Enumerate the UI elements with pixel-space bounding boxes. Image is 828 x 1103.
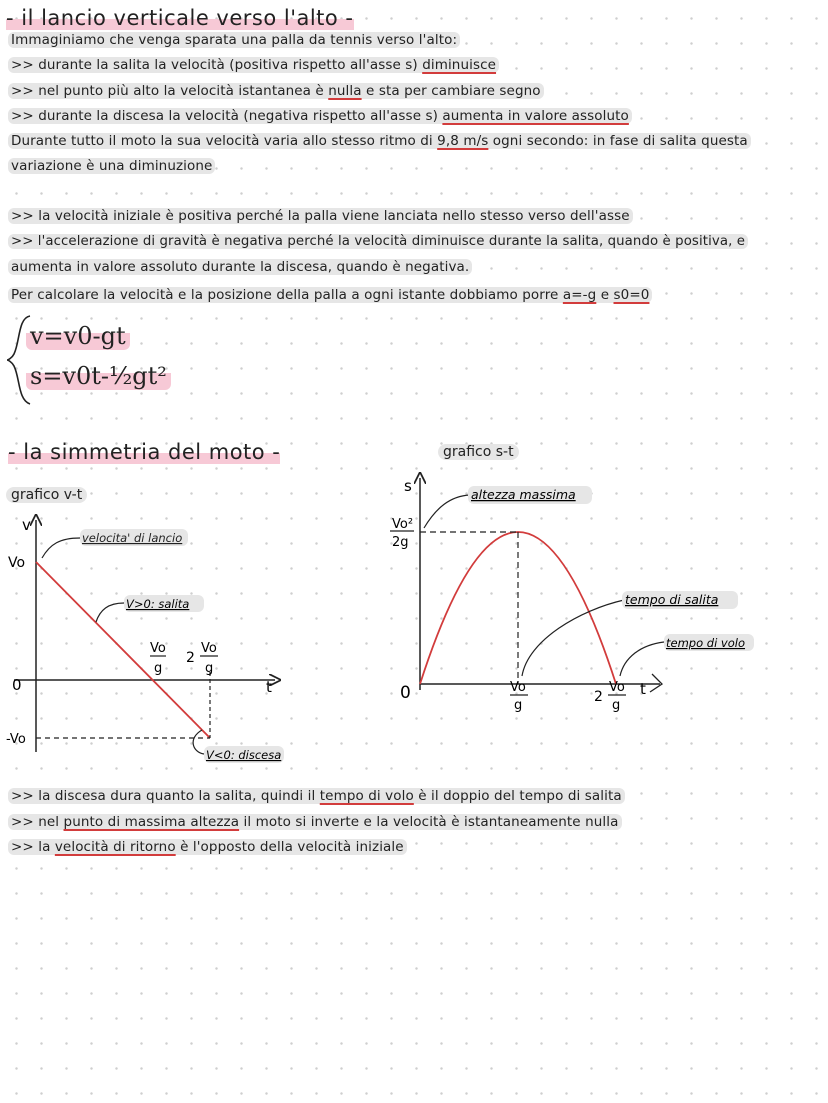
vt-tick1-num: Vo xyxy=(150,641,166,656)
st-axis-x-label: t xyxy=(640,680,646,698)
st-annotation-max: altezza massima xyxy=(471,487,576,502)
vt-neg-v0-label: -Vo xyxy=(6,732,26,747)
bullet-initial-velocity: >> la velocità iniziale è positiva perché la palla viene lanciata nello stesso verso dell'asse xyxy=(8,208,633,224)
bullet-descent: >> durante la discesa la velocità (negativa rispetto all'asse s) aumenta in valore assoluto xyxy=(8,108,632,124)
st-origin-label: 0 xyxy=(400,683,411,703)
vt-axis-y-label: v xyxy=(22,516,31,534)
vt-annotation-down: V<0: discesa xyxy=(206,748,282,762)
st-x-arrow-icon xyxy=(650,674,662,692)
st-tick2-den: g xyxy=(612,698,621,713)
vt-annotation-up: V>0: salita xyxy=(126,597,190,611)
vt-axis-x-label: t xyxy=(266,678,272,696)
conclusion-max-height: >> nel punto di massima altezza il moto si inverte e la velocità è istantaneamente nulla xyxy=(8,814,622,830)
intro-text: Immaginiamo che venga sparata una palla da tennis verso l'alto: xyxy=(8,32,460,48)
vt-annotation-launch: velocita' di lancio xyxy=(82,531,183,545)
conclusion-return-velocity: >> la velocità di ritorno è l'opposto della velocità iniziale xyxy=(8,839,407,855)
section-title-symmetry: - la simmetria del moto - xyxy=(8,440,281,464)
bullet-gravity-line2: aumenta in valore assoluto durante la discesa, quando è negativa. xyxy=(8,259,472,275)
vt-tick2-den: g xyxy=(205,661,214,676)
bullet-top-point: >> nel punto più alto la velocità istantanea è nulla e sta per cambiare segno xyxy=(8,83,544,99)
equation-position: s=v0t-½gt² xyxy=(26,362,171,390)
vt-tick2-coef: 2 xyxy=(186,650,195,666)
paragraph-conditions: Per calcolare la velocità e la posizione della palla a ogni istante dobbiamo porre a=-g e s0=0 xyxy=(8,287,652,303)
vt-tick2-num: Vo xyxy=(201,641,217,656)
st-max-num: Vo² xyxy=(392,517,414,532)
vt-tick1-den: g xyxy=(154,661,163,676)
st-tick2-coef: 2 xyxy=(594,689,603,705)
bullet-ascent: >> durante la salita la velocità (positiva rispetto all'asse s) diminuisce xyxy=(8,57,499,73)
st-tick2-num: Vo xyxy=(609,680,625,695)
st-flight-pointer xyxy=(620,642,664,676)
st-graph-label: grafico s-t xyxy=(438,444,519,460)
st-max-den: 2g xyxy=(392,535,409,550)
bullet-gravity-line1: >> l'accelerazione di gravità è negativa perché la velocità diminuisce durante la salita, quando è positiva, e xyxy=(8,234,748,249)
st-axis-y-label: s xyxy=(404,477,412,495)
paragraph-rate-line1: Durante tutto il moto la sua velocità varia allo stesso ritmo di 9,8 m/s ogni secondo: in fase di salita questa xyxy=(8,133,751,149)
paragraph-rate-line2: variazione è una diminuzione xyxy=(8,158,215,174)
equation-velocity: v=v0-gt xyxy=(26,322,130,350)
st-max-pointer xyxy=(424,495,470,528)
section-title-vertical-launch: - il lancio verticale verso l'alto - xyxy=(6,6,354,30)
st-annotation-rise: tempo di salita xyxy=(625,592,719,607)
vt-graph-label: grafico v-t xyxy=(6,487,87,503)
vt-origin-label: 0 xyxy=(12,676,22,694)
st-tick1-den: g xyxy=(514,698,523,713)
conclusion-flight-time: >> la discesa dura quanto la salita, quindi il tempo di volo è il doppio del tempo di salita xyxy=(8,788,625,804)
vt-v0-label: Vo xyxy=(8,555,26,571)
st-tick1-num: Vo xyxy=(510,680,526,695)
st-annotation-flight: tempo di volo xyxy=(666,636,746,650)
